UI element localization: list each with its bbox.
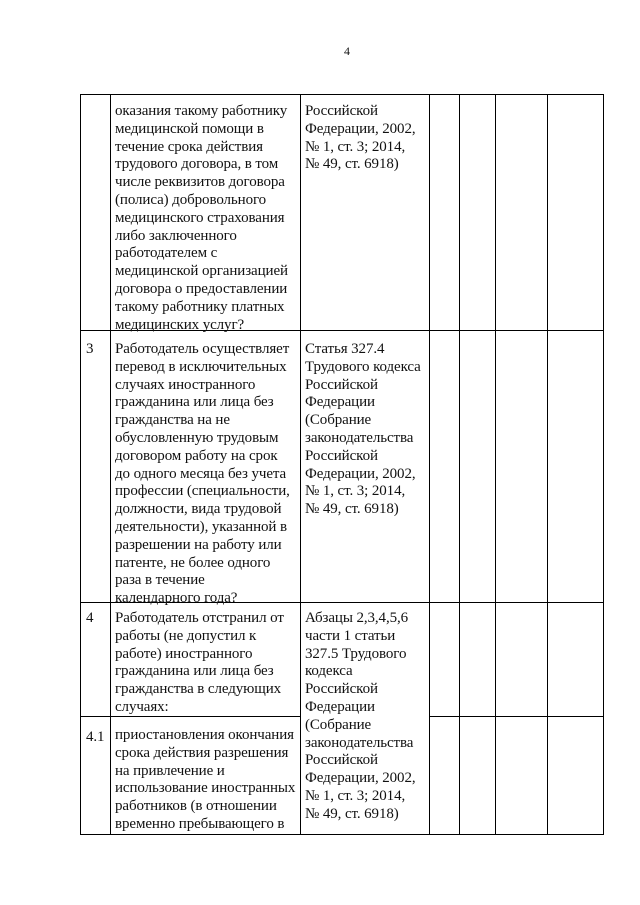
row-4-1-answer-cell-1: [430, 717, 460, 835]
row-cont-answer-cell-1: [430, 95, 460, 331]
row-4-answer-cell-3: [496, 603, 548, 717]
checklist-table: [80, 94, 604, 835]
row-4-1-number: 4.1: [86, 729, 105, 745]
row-3-reference-text: Статья 327.4 Трудового кодекса Российской Федерации (Собрание законодательства Российской Федерации, 2002, № 1, ст. 3; 2014, № 49, ст. 6918): [305, 341, 421, 518]
row-3-answer-cell-3: [496, 331, 548, 603]
row-3-number: 3: [86, 341, 94, 357]
row-4-answer-cell-1: [430, 603, 460, 717]
row-3-answer-cell-4: [548, 331, 604, 603]
row-4-1-answer-cell-4: [548, 717, 604, 835]
row-4-question-text: Работодатель отстранил от работы (не допустил к работе) иностранного гражданина или лица без гражданства в следующих случаях:: [115, 610, 284, 715]
row-4-answer-cell-4: [548, 603, 604, 717]
row-4-reference-text: Абзацы 2,3,4,5,6 части 1 статьи 327.5 Трудового кодекса Российской Федерации (Собрание законодательства Российской Федерации, 2002, № 1, ст. 3; 2014, № 49, ст. 6918): [305, 610, 416, 822]
page-number: 4: [344, 44, 350, 58]
row-4-answer-cell-2: [460, 603, 496, 717]
row-3-number-cell: [81, 331, 111, 603]
row-4-1-answer-cell-3: [496, 717, 548, 835]
row-cont-number-cell: [81, 95, 111, 331]
row-cont-reference-text: Российской Федерации, 2002, № 1, ст. 3; 2014, № 49, ст. 6918): [305, 103, 416, 173]
row-4-number: 4: [86, 610, 94, 626]
row-cont-answer-cell-4: [548, 95, 604, 331]
row-4-1-question-text: приостановления окончания срока действия разрешения на привлечение и использование иностранных работников (в отношении временно пребывающего в: [115, 727, 296, 832]
row-3-answer-cell-2: [460, 331, 496, 603]
row-cont-answer-cell-2: [460, 95, 496, 331]
row-3-question-text: Работодатель осуществляет перевод в исключительных случаях иностранного гражданина или лица без гражданства на не обусловленную трудовым договором работу на срок до одного месяца без учета профессии (специальности, должности, вида трудовой деятельности), указанной в разрешении на работу или патенте, не более одного раза в течение календарного года?: [115, 341, 290, 607]
row-4-1-answer-cell-2: [460, 717, 496, 835]
row-3-answer-cell-1: [430, 331, 460, 603]
row-cont-question-text: оказания такому работнику медицинской помощи в течение срока действия трудового договора, в том числе реквизитов договора (полиса) добровольного медицинского страхования либо заключенного работодателем с медицинской организацией договора о предоставлении такому работнику платных медицинских услуг?: [115, 103, 288, 333]
row-cont-answer-cell-3: [496, 95, 548, 331]
